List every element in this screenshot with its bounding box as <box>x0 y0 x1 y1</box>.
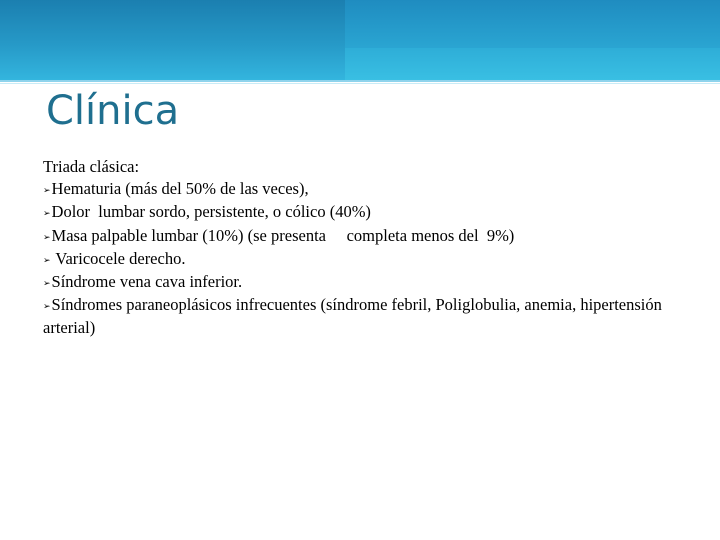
intro-text: Triada clásica: <box>43 157 140 176</box>
arrow-bullet-icon: ➢ <box>43 231 51 242</box>
bullet-text: Dolor lumbar sordo, persistente, o cólico (40%) <box>51 202 371 222</box>
header-band-right <box>345 0 720 48</box>
arrow-bullet-icon: ➢ <box>43 208 51 219</box>
bullet-item <box>43 201 683 224</box>
bullet-item <box>43 225 683 248</box>
bullet-item <box>43 271 683 294</box>
bullet-item <box>43 178 683 201</box>
header-divider-light <box>0 83 720 84</box>
slide-title: Clínica <box>46 88 180 134</box>
bullet-item <box>43 294 683 339</box>
bullet-text: Hematuria (más del 50% de las veces), <box>51 179 309 199</box>
bullet-text: Varicocele derecho. <box>51 248 186 268</box>
header-divider <box>0 80 720 82</box>
bullet-text: Síndrome vena cava inferior. <box>51 272 243 292</box>
bullet-text: Síndromes paraneoplásicos infrecuentes (síndrome febril, Poliglobulia, anemia, hipertensión arterial) <box>43 295 662 338</box>
arrow-bullet-icon: ➢ <box>43 254 51 265</box>
header-band-left <box>0 0 345 80</box>
bullet-text: Masa palpable lumbar (10%) (se presenta completa menos del 9%) <box>51 225 515 245</box>
arrow-bullet-icon: ➢ <box>43 185 51 196</box>
bullet-item <box>43 248 683 271</box>
slide-body <box>43 156 683 340</box>
header-band <box>0 0 720 80</box>
arrow-bullet-icon: ➢ <box>43 278 51 289</box>
arrow-bullet-icon: ➢ <box>43 301 51 312</box>
